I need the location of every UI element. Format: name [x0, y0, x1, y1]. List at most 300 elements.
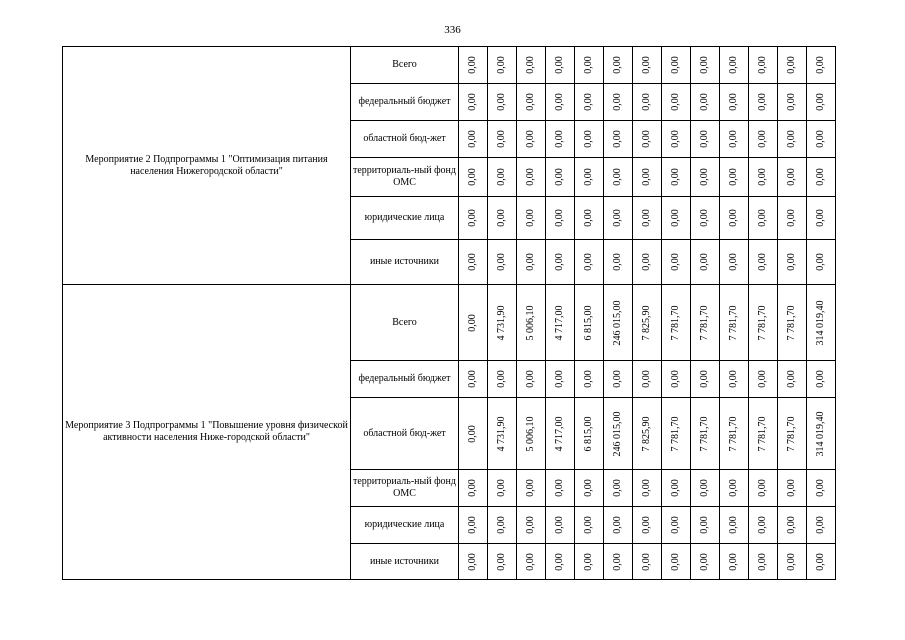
amount-value: 0,00	[583, 516, 594, 534]
amount-cell	[459, 544, 488, 580]
amount-value: 0,00	[641, 130, 652, 148]
amount-value: 0,00	[554, 130, 565, 148]
amount-value: 0,00	[554, 516, 565, 534]
amount-cell	[807, 47, 836, 84]
amount-cell	[807, 285, 836, 361]
amount-value: 0,00	[670, 552, 681, 571]
amount-value: 0,00	[641, 479, 652, 497]
amount-value: 0,00	[728, 516, 739, 534]
amount-value: 0,00	[496, 253, 507, 271]
amount-value: 0,00	[641, 168, 652, 186]
amount-value: 0,00	[583, 370, 594, 388]
amount-cell	[546, 285, 575, 361]
amount-value: 0,00	[728, 479, 739, 497]
amount-cell	[720, 544, 749, 580]
amount-value: 0,00	[815, 479, 826, 497]
amount-value: 0,00	[583, 93, 594, 111]
amount-cell	[459, 47, 488, 84]
amount-value: 0,00	[525, 93, 536, 111]
amount-cell	[720, 47, 749, 84]
amount-value: 7 781,70	[757, 305, 768, 340]
amount-cell	[749, 361, 778, 398]
funding-source: юридические лица	[351, 197, 459, 240]
amount-value: 0,00	[525, 552, 536, 571]
amount-cell	[720, 285, 749, 361]
amount-cell	[604, 398, 633, 470]
funding-source: иные источники	[351, 544, 459, 580]
amount-cell	[517, 285, 546, 361]
amount-value: 0,00	[757, 209, 768, 227]
amount-value: 0,00	[525, 56, 536, 74]
amount-value: 7 781,70	[670, 305, 681, 340]
amount-cell	[604, 240, 633, 285]
amount-cell	[604, 121, 633, 158]
amount-value: 0,00	[612, 56, 623, 74]
table-row	[63, 47, 836, 84]
amount-cell	[749, 84, 778, 121]
amount-value: 0,00	[699, 370, 710, 388]
amount-cell	[517, 240, 546, 285]
amount-value: 314 019,40	[815, 411, 826, 456]
amount-cell	[633, 470, 662, 507]
amount-cell	[720, 121, 749, 158]
amount-cell	[691, 507, 720, 544]
amount-value: 0,00	[467, 93, 478, 111]
amount-value: 0,00	[670, 130, 681, 148]
amount-cell	[749, 240, 778, 285]
amount-value: 0,00	[554, 370, 565, 388]
amount-cell	[546, 240, 575, 285]
amount-value: 0,00	[815, 209, 826, 227]
amount-cell	[807, 197, 836, 240]
amount-cell	[807, 544, 836, 580]
amount-value: 0,00	[786, 479, 797, 497]
amount-value: 0,00	[496, 209, 507, 227]
amount-value: 7 781,70	[728, 416, 739, 451]
amount-cell	[459, 361, 488, 398]
amount-value: 7 781,70	[757, 416, 768, 451]
amount-cell	[807, 121, 836, 158]
amount-value: 0,00	[583, 209, 594, 227]
amount-value: 0,00	[699, 130, 710, 148]
amount-value: 0,00	[467, 516, 478, 534]
amount-cell	[546, 84, 575, 121]
amount-cell	[633, 544, 662, 580]
funding-source: областной бюд-жет	[351, 398, 459, 470]
amount-cell	[575, 197, 604, 240]
amount-value: 7 825,90	[641, 416, 652, 451]
amount-value: 7 781,70	[699, 305, 710, 340]
amount-cell	[459, 507, 488, 544]
amount-cell	[488, 240, 517, 285]
amount-cell	[749, 544, 778, 580]
amount-value: 0,00	[641, 516, 652, 534]
amount-value: 0,00	[583, 130, 594, 148]
amount-cell	[575, 507, 604, 544]
amount-value: 0,00	[699, 253, 710, 271]
amount-value: 0,00	[728, 56, 739, 74]
amount-cell	[633, 361, 662, 398]
amount-cell	[720, 507, 749, 544]
amount-cell	[633, 285, 662, 361]
amount-cell	[778, 158, 807, 197]
amount-cell	[778, 121, 807, 158]
amount-value: 7 781,70	[786, 416, 797, 451]
amount-value: 0,00	[728, 168, 739, 186]
amount-cell	[749, 47, 778, 84]
amount-value: 0,00	[496, 370, 507, 388]
amount-cell	[459, 84, 488, 121]
amount-cell	[662, 470, 691, 507]
amount-value: 0,00	[728, 253, 739, 271]
amount-cell	[517, 398, 546, 470]
amount-value: 4 731,90	[496, 305, 507, 340]
amount-value: 0,00	[815, 168, 826, 186]
amount-value: 0,00	[728, 130, 739, 148]
amount-cell	[517, 197, 546, 240]
amount-cell	[720, 470, 749, 507]
amount-cell	[604, 544, 633, 580]
amount-cell	[691, 84, 720, 121]
amount-cell	[633, 158, 662, 197]
amount-value: 0,00	[467, 130, 478, 148]
amount-cell	[778, 47, 807, 84]
funding-source: иные источники	[351, 240, 459, 285]
funding-source: юридические лица	[351, 507, 459, 544]
amount-cell	[604, 197, 633, 240]
amount-cell	[691, 197, 720, 240]
amount-cell	[778, 240, 807, 285]
amount-value: 0,00	[525, 168, 536, 186]
amount-cell	[807, 84, 836, 121]
amount-value: 4 731,90	[496, 416, 507, 451]
amount-cell	[778, 470, 807, 507]
amount-value: 0,00	[612, 130, 623, 148]
amount-cell	[662, 544, 691, 580]
amount-cell	[546, 121, 575, 158]
budget-table	[62, 46, 836, 580]
amount-value: 0,00	[699, 209, 710, 227]
amount-value: 0,00	[699, 479, 710, 497]
amount-cell	[807, 470, 836, 507]
amount-value: 0,00	[525, 209, 536, 227]
amount-value: 0,00	[728, 93, 739, 111]
amount-cell	[691, 158, 720, 197]
amount-cell	[575, 398, 604, 470]
amount-value: 0,00	[641, 370, 652, 388]
amount-value: 0,00	[728, 209, 739, 227]
funding-source: федеральный бюджет	[351, 84, 459, 121]
amount-value: 0,00	[757, 552, 768, 571]
amount-value: 0,00	[583, 56, 594, 74]
amount-value: 0,00	[612, 168, 623, 186]
amount-value: 0,00	[496, 516, 507, 534]
amount-cell	[488, 544, 517, 580]
amount-value: 0,00	[467, 479, 478, 497]
amount-value: 0,00	[670, 479, 681, 497]
amount-value: 0,00	[815, 93, 826, 111]
amount-cell	[633, 398, 662, 470]
amount-value: 0,00	[786, 56, 797, 74]
amount-value: 0,00	[786, 168, 797, 186]
amount-cell	[517, 84, 546, 121]
amount-value: 0,00	[641, 56, 652, 74]
amount-value: 0,00	[612, 209, 623, 227]
amount-cell	[517, 158, 546, 197]
amount-cell	[807, 398, 836, 470]
amount-value: 7 781,70	[728, 305, 739, 340]
amount-value: 0,00	[786, 130, 797, 148]
amount-cell	[691, 47, 720, 84]
amount-cell	[807, 507, 836, 544]
amount-value: 0,00	[467, 424, 478, 443]
amount-cell	[604, 47, 633, 84]
amount-cell	[604, 507, 633, 544]
amount-value: 314 019,40	[815, 300, 826, 345]
amount-cell	[662, 361, 691, 398]
amount-cell	[604, 84, 633, 121]
amount-value: 7 825,90	[641, 305, 652, 340]
amount-cell	[633, 240, 662, 285]
amount-value: 0,00	[467, 209, 478, 227]
amount-cell	[488, 285, 517, 361]
amount-cell	[459, 121, 488, 158]
amount-value: 0,00	[786, 93, 797, 111]
amount-cell	[720, 197, 749, 240]
amount-value: 0,00	[496, 479, 507, 497]
amount-value: 0,00	[670, 56, 681, 74]
amount-value: 0,00	[496, 552, 507, 571]
amount-value: 7 781,70	[786, 305, 797, 340]
amount-value: 246 015,00	[612, 300, 623, 345]
amount-value: 0,00	[786, 516, 797, 534]
amount-value: 0,00	[554, 552, 565, 571]
amount-cell	[807, 158, 836, 197]
amount-value: 6 815,00	[583, 416, 594, 451]
amount-cell	[517, 544, 546, 580]
amount-cell	[575, 544, 604, 580]
amount-value: 0,00	[786, 552, 797, 571]
amount-cell	[604, 158, 633, 197]
amount-value: 0,00	[786, 370, 797, 388]
amount-value: 0,00	[554, 253, 565, 271]
amount-cell	[604, 285, 633, 361]
amount-value: 0,00	[670, 253, 681, 271]
amount-cell	[691, 121, 720, 158]
amount-value: 0,00	[525, 130, 536, 148]
amount-value: 0,00	[496, 93, 507, 111]
amount-cell	[749, 197, 778, 240]
amount-cell	[720, 84, 749, 121]
amount-cell	[517, 121, 546, 158]
funding-source: территориаль-ный фонд ОМС	[351, 470, 459, 507]
amount-value: 5 006,10	[525, 305, 536, 340]
amount-cell	[778, 544, 807, 580]
amount-cell	[778, 285, 807, 361]
amount-value: 0,00	[757, 56, 768, 74]
amount-cell	[662, 398, 691, 470]
amount-value: 0,00	[728, 370, 739, 388]
amount-value: 0,00	[467, 370, 478, 388]
amount-cell	[720, 240, 749, 285]
amount-cell	[691, 240, 720, 285]
amount-cell	[517, 470, 546, 507]
amount-value: 0,00	[670, 93, 681, 111]
funding-source: Всего	[351, 47, 459, 84]
amount-cell	[691, 544, 720, 580]
amount-cell	[488, 121, 517, 158]
amount-value: 0,00	[786, 253, 797, 271]
amount-value: 0,00	[815, 253, 826, 271]
funding-source: территориаль-ный фонд ОМС	[351, 158, 459, 197]
amount-value: 0,00	[757, 168, 768, 186]
amount-cell	[807, 361, 836, 398]
amount-value: 0,00	[467, 313, 478, 332]
amount-value: 0,00	[757, 253, 768, 271]
amount-value: 0,00	[583, 168, 594, 186]
amount-cell	[488, 398, 517, 470]
amount-cell	[575, 158, 604, 197]
amount-cell	[575, 361, 604, 398]
amount-value: 6 815,00	[583, 305, 594, 340]
amount-cell	[662, 84, 691, 121]
amount-value: 0,00	[757, 479, 768, 497]
amount-cell	[546, 158, 575, 197]
amount-cell	[459, 240, 488, 285]
amount-value: 0,00	[467, 56, 478, 74]
amount-value: 0,00	[699, 93, 710, 111]
amount-value: 0,00	[554, 479, 565, 497]
amount-cell	[459, 158, 488, 197]
amount-cell	[662, 158, 691, 197]
amount-cell	[459, 285, 488, 361]
amount-cell	[517, 47, 546, 84]
amount-cell	[662, 121, 691, 158]
amount-cell	[778, 507, 807, 544]
amount-value: 0,00	[699, 168, 710, 186]
amount-cell	[488, 507, 517, 544]
amount-cell	[488, 197, 517, 240]
amount-value: 0,00	[583, 479, 594, 497]
table-row	[63, 285, 836, 361]
amount-value: 4 717,00	[554, 416, 565, 451]
funding-source: областной бюд-жет	[351, 121, 459, 158]
amount-cell	[720, 398, 749, 470]
amount-cell	[575, 84, 604, 121]
amount-value: 246 015,00	[612, 411, 623, 456]
amount-cell	[546, 47, 575, 84]
amount-cell	[633, 47, 662, 84]
amount-value: 0,00	[757, 370, 768, 388]
amount-value: 0,00	[525, 479, 536, 497]
amount-cell	[662, 197, 691, 240]
amount-cell	[488, 361, 517, 398]
amount-cell	[662, 47, 691, 84]
amount-cell	[807, 240, 836, 285]
amount-value: 0,00	[525, 516, 536, 534]
amount-cell	[633, 197, 662, 240]
amount-value: 0,00	[699, 56, 710, 74]
amount-value: 0,00	[699, 516, 710, 534]
amount-cell	[459, 470, 488, 507]
budget-table-body	[63, 47, 836, 580]
amount-cell	[604, 361, 633, 398]
amount-cell	[459, 398, 488, 470]
amount-value: 0,00	[757, 130, 768, 148]
amount-cell	[662, 507, 691, 544]
amount-value: 0,00	[815, 516, 826, 534]
amount-cell	[604, 470, 633, 507]
amount-value: 7 781,70	[670, 416, 681, 451]
amount-value: 0,00	[641, 253, 652, 271]
amount-value: 0,00	[612, 253, 623, 271]
amount-cell	[691, 361, 720, 398]
amount-value: 0,00	[583, 552, 594, 571]
amount-value: 0,00	[496, 168, 507, 186]
amount-value: 0,00	[612, 370, 623, 388]
amount-value: 0,00	[670, 168, 681, 186]
amount-cell	[749, 470, 778, 507]
amount-cell	[749, 507, 778, 544]
event-title: Мероприятие 2 Подпрограммы 1 "Оптимизация питания населения Нижегородской области"	[63, 47, 351, 285]
amount-cell	[778, 398, 807, 470]
amount-cell	[633, 84, 662, 121]
amount-value: 0,00	[525, 370, 536, 388]
amount-value: 0,00	[670, 209, 681, 227]
amount-value: 0,00	[612, 516, 623, 534]
amount-value: 0,00	[496, 56, 507, 74]
amount-cell	[546, 361, 575, 398]
amount-cell	[575, 121, 604, 158]
amount-value: 4 717,00	[554, 305, 565, 340]
amount-value: 0,00	[757, 93, 768, 111]
amount-value: 0,00	[612, 479, 623, 497]
amount-cell	[546, 470, 575, 507]
amount-value: 0,00	[815, 370, 826, 388]
amount-cell	[517, 361, 546, 398]
amount-cell	[546, 398, 575, 470]
amount-value: 0,00	[815, 56, 826, 74]
amount-cell	[575, 285, 604, 361]
amount-cell	[691, 398, 720, 470]
amount-cell	[778, 84, 807, 121]
amount-value: 0,00	[467, 552, 478, 571]
amount-value: 0,00	[699, 552, 710, 571]
amount-cell	[720, 361, 749, 398]
amount-value: 5 006,10	[525, 416, 536, 451]
amount-value: 0,00	[641, 209, 652, 227]
amount-cell	[488, 47, 517, 84]
amount-value: 0,00	[757, 516, 768, 534]
amount-cell	[749, 121, 778, 158]
amount-cell	[488, 158, 517, 197]
event-title: Мероприятие 3 Подпрограммы 1 "Повышение уровня физической активности населения Ниже-городской области"	[63, 285, 351, 580]
amount-cell	[575, 470, 604, 507]
amount-cell	[546, 197, 575, 240]
amount-value: 0,00	[612, 552, 623, 571]
amount-cell	[633, 121, 662, 158]
funding-source: Всего	[351, 285, 459, 361]
amount-value: 0,00	[554, 209, 565, 227]
amount-cell	[488, 84, 517, 121]
amount-value: 0,00	[815, 552, 826, 571]
amount-value: 0,00	[815, 130, 826, 148]
amount-value: 0,00	[554, 93, 565, 111]
amount-value: 7 781,70	[699, 416, 710, 451]
amount-cell	[749, 398, 778, 470]
amount-cell	[778, 361, 807, 398]
amount-cell	[691, 285, 720, 361]
